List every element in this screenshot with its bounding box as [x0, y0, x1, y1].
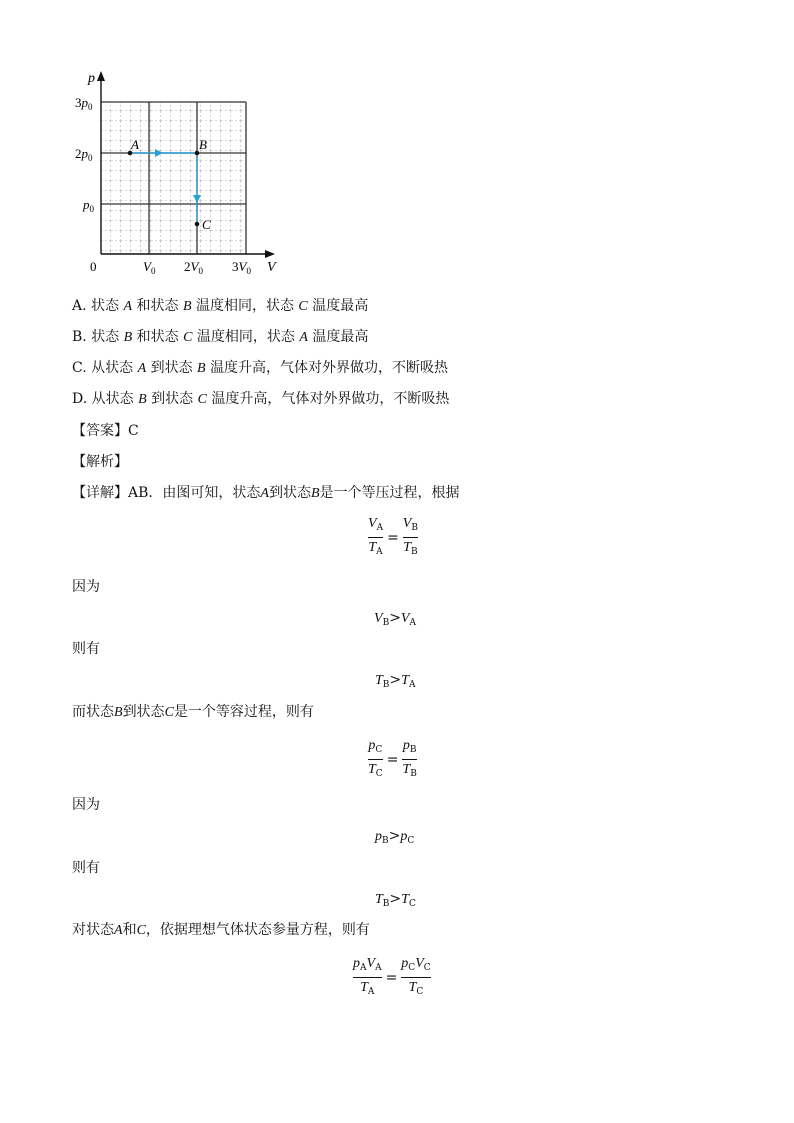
x-tick-2v0: $2V_0$	[184, 259, 203, 276]
pv-graph	[70, 65, 290, 285]
answer-label: 【答案】	[72, 423, 128, 439]
inequality-vb-va: $V_B>V_A$	[374, 610, 416, 628]
equation-ideal-gas: $\frac{p_AV_A}{T_A}$ = $\frac{p_CV_C}{T_C}$	[353, 956, 431, 997]
inequality-tb-ta: $T_B>T_A$	[375, 672, 416, 690]
option-a: A. 状态 A 和状态 B 温度相同，状态 C 温度最高	[72, 298, 369, 314]
equation-va-ta: $\frac{V_A}{T_A}$ = $\frac{V_B}{T_B}$	[368, 516, 418, 557]
y-axis-label: p	[88, 71, 95, 86]
y-tick-2p0: $2p_0$	[75, 146, 93, 163]
answer-value: C	[128, 423, 139, 439]
point-label-c: C	[202, 217, 211, 232]
x-tick-3v0: $3V_0$	[232, 259, 251, 276]
then-2: 则有	[72, 860, 100, 876]
detail-line: 【详解】AB．由图可知，状态A到状态B是一个等压过程，根据	[72, 485, 460, 501]
x-axis-label: V	[267, 260, 276, 275]
point-label-b: B	[199, 137, 207, 152]
grid-minor	[101, 101, 246, 254]
equation-pc-tc: $\frac{p_C}{T_C}$ = $\frac{p_B}{T_B}$	[368, 738, 417, 779]
y-tick-p0: $p_0$	[83, 197, 94, 214]
inequality-pb-pc: $p_B>p_C$	[375, 828, 415, 846]
origin-label: 0	[90, 259, 97, 274]
because-1: 因为	[72, 579, 100, 595]
point-label-a: A	[131, 137, 139, 152]
option-d: D. 从状态 B 到状态 C 温度升高，气体对外界做功，不断吸热	[72, 391, 450, 407]
option-b: B. 状态 B 和状态 C 温度相同，状态 A 温度最高	[72, 329, 369, 345]
ac-line: 对状态A和C，依据理想气体状态参量方程，则有	[72, 922, 370, 938]
because-2: 因为	[72, 797, 100, 813]
then-1: 则有	[72, 641, 100, 657]
point-c	[195, 222, 200, 227]
x-tick-v0: $V_0$	[143, 259, 156, 276]
option-c: C. 从状态 A 到状态 B 温度升高，气体对外界做功，不断吸热	[72, 360, 449, 376]
bc-line: 而状态B到状态C是一个等容过程，则有	[72, 704, 314, 720]
y-tick-3p0: $3p_0$	[75, 95, 93, 112]
answer-line	[72, 422, 139, 440]
inequality-tb-tc: $T_B>T_C$	[375, 891, 416, 909]
analysis-label: 【解析】	[72, 454, 128, 470]
